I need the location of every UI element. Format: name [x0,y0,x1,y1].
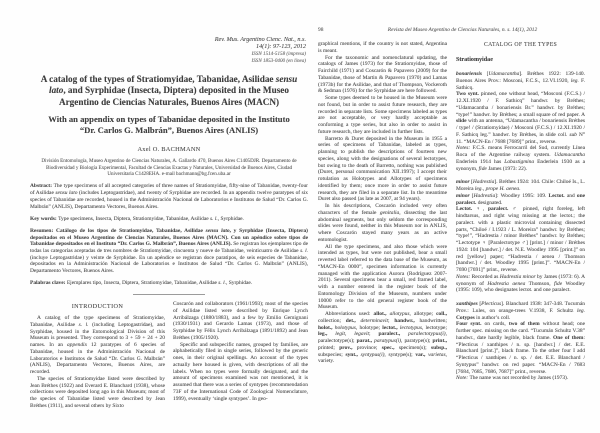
page-header [318,27,585,33]
catalog-heading: CATALOG OF THE TYPES [483,42,558,48]
entry-reference-line: minor [Hadrestia]: Woodley 1995: 109. Lectot. and one paralect. designated. [456,192,585,206]
abstract-paragraph: Abstract: The type specimens of all accepted categories of three names of Stratiomyidae, fifty-nine of Tabanidae, twenty-four of Asilidae sensu lato (includes Leptogastridae), and twenty of Syrphidae are recorded. In an appendix twelve paratypes of six species of Tabanidae are recorded, housed in the Administración Nacional de Laboratorios e Institutos de Salud “Dr. Carlos G. Malbrán” (ANLIS), Departamento Vectores, Buenos Aires. [30,183,308,210]
intro-column-left [30,301,165,410]
body-paragraph: All the type specimens, and also those which were intended as types, but were not published, bear a small reverted label referred to the data base of the Museum, as “MACN-En 0000”, specimen information is currently managed with the application Aurora (Rodríguez 2007-2011). Several specimens bear a small, red framed label, with a number entered in the register book of the Entomology Division of the Museum, numbers under 10000 refer to the old general register book of the Museum. [318,243,447,311]
entry-name-line: xanthipes [Plecticus]. Blanchard 1938: 347-348. Tucumán Prov.: Lules, on orange-trees V.1938, F. Schultz leg. Cotypes in author’s coll. [456,301,585,321]
body-paragraph: For the taxonomic and nomenclatural updating, the catalogs of James (1973) for the Stratiomyidae, those of Fairchild (1971) and Coscarón & Papavero (2009) for the Tabanidae, those of Martin & Papavero (1970) and Lamas (1973b) for the Asilidae, and that of Thompson, Vockeroth & Sedman (1976) for the Syrphidae are here followed. [318,54,447,95]
running-head: Revista del Museo Argentino de Ciencias Naturales, n. s. 14(1), 2012 [387,27,538,33]
keywords-paragraph: Key words: Type specimens, Insecta, Diptera, Stratiomyidae, Tabanidae, Asilidae s. l., Syrphidae. [30,215,244,222]
page-right [318,27,585,415]
intro-paragraph: Specific and subspecific names, grouped by families, are alphabetically filed in single series, followed by the generic ones, in their original spellings. An account of the types actually here housed is given, with descriptions of all the labels. When no types were formally designated, and the amount of specimens examined was not mentioned, it is assumed that there was a series of syntypes (recommendation 73F of the International Code of Zoological Nomenclature, 1999), eventually ‘single syntypes’. In geo- [173,341,308,402]
volume-pages-year: 14(1): 97-123, 2012 [255,43,306,51]
entry-specimen-line: Two synt. pinned, one without head, “Mosconi (F.C.S.) / 12.XI.1920 / F. Sathicq” handwr. by Bréthes; “Udamacantha / bonariensis Br.” handwr. by Bréthes; “type!” handwr. by Bréthes; a small square of red paper. A slide with an antenna, “Udamacantha / bonariensis Bréthes / type! / (Stratiomyidae) / Mosconi (F.C.S.) / 12.XI.1920 / F. Sathicq leg.” handwr. by Bréthes, in slide coll. sub N° 11. “MACN-En / 7688 [7689]” print., reverse. [456,91,585,145]
intro-column-right [173,301,308,410]
catalog-column [456,41,585,389]
intro-paragraph: The species of Stratiomyidae listed were described by Jean Bréthes (1922) and Everard E. Blanchard (1938), whose collections were deposited long ago in this Museum; most of the species of Tabanidae listed were described by Jean Bréthes (1911), and several others by Sixto [30,375,165,409]
page-left [30,36,308,412]
article-subtitle: With an appendix on types of Tabanidae deposited in the Instituto “Dr. Carlos G. Malbrán”, Buenos Aires (ANLIS) [48,114,290,136]
entry-notes-line: Notes: F.C.S. means Ferrocarril del Sud, currently Línea Roca of the Argentine railway system. Udamacantha Enderlein 1914 has Labastigmina Enderlein 1930 as a synonym, fide James (1973: 22). [456,145,585,172]
family-heading: Stratiomyidae [456,57,493,63]
entry-specimen-line: Four synt. on cards, two of them without head; one further spec. missing on the card. “Tucumán Schultz V.38” handwr., date hardly legible, black frame. One of them: “Plecticus / xanthipes / n. sp. [handwr.] / det. E.E. Blanchard [print.]”, black frame. To the other four I add “Plecticus / xanthipes / n. sp. / det. E.E. Blanchard / Syntypus” handwr. on red paper. “MACN-En / 7683 [7684, 7685, 7686, 7687]” print., reverse. [456,321,585,375]
resumen-paragraph: Resumen: Catálogo de los tipos de Stratiomyidae, Tabanidae, Asilidae sensu lato, y Syrphidae (Insecta, Diptera) depositados en el Museo Argentino de Ciencias Naturales, Buenos Aires (MACN). Con un apéndice sobre tipos de Tabanidae depositados en el Instituto “Dr. Carlos G. Malbrán”, Buenos Aires (ANLIS). Se registran los ejemplares tipo de todas las categorías aceptadas de tres nombres de Stratiomyidae, cincuenta y nueve de Tabanidae, veinticuatro de Asilidae s. l. (incluye Leptogastridae) y veinte de Syrphidae. En un apéndice se registran doce paratipos, de seis especies de Tabanidae, depositados en la Administración Nacional de Laboratorios e Institutos de Salud “Dr. Carlos G. Malbrán” (ANLIS), Departamento Vectores, Buenos Aires. [30,227,308,275]
body-two-column-block [318,41,585,389]
body-paragraph: graphical mentions, if the country is not stated, Argentina is meant. [318,41,447,54]
body-paragraph: Barretto & Duret deposited in the Museum in 1955 a series of specimens of Tabanidae, labeled as types, planning to publish the descriptions of fourteen new species, along with the designations of several lectotypes, but owing to the death of Barretto, nothing was published (Duret, personal communication XII.1997); I accept their rotulation as Holotypes and Allotypes of specimens identified by them; once more in order to assist future research, they are filed in a separate list. In the meantime Duret also passed (as late as 2007, at 94 years). [318,135,447,203]
page-number: 98 [318,27,324,33]
article-title: A catalog of the types of Stratiomyidae, Tabanidae, Asilidae sensu lato, and Syrphidae (Insecta, Diptera) deposited in the Museo Argentino de Ciencias Naturales, Buenos Aires (MACN) [40,73,298,107]
journal-reference [30,36,308,66]
entry-specimen-line: Lectot. ♀, paralect. ♂ pinned, right foreleg, left hindtarsus, and right wing missing at the lectot.; the paralect. with a plastic microvial containing dissected parts, “Chiloé / I.1923 / L. Moreira” handwr. by Bréthes; “type!”, “Hadrestia / minor Bréthes” handwr. by Bréthes; “Lectotype ♀ [Paralectotype ♂] [print.] / minor / Bréthes 1924: 104 [handwr.] / det. N.E. Woodley 1995 [print.]” on red [yellow] paper; “Hadrestia / aenea / Thomson [handwr.] / det. Woodley 1995 [print.]”. “MACN-En / 7690 [7691]” print., reverse. [456,206,585,273]
section-divider [133,294,205,295]
issn-print: ISSN 1514-5158 (impresa) [251,50,306,57]
entry-notes-line: Notes: Recorded as Hadrestia minor by James (1973: 6). A synonym of Hadrestia aenea Thomson, fide Woodley (1995: 109), who designates lectot. and one paralect. [456,273,585,294]
entry-name-line: minor [Hadrestia]. Bréthes 1924: 104. Chile: Chiloé Is., L. Moreira leg., prope H. aenea. [456,179,585,192]
entry-name-line: bonariensis [Udamacantha]. Bréthes 1922: 139-140. Buenos Aires Prov.: Mosconi, F.C.S., 12.VI.1920, leg. F. Sathicq. [456,71,585,91]
author-affiliation: División Entomología, Museo Argentino de Ciencias Naturales, A. Gallardo 470, Buenos Aires C1405DJR. Departamento de Biodiversidad y Biología Experimental, Facultad de Ciencias Exactas y Naturales, Universidad de Buenos Aires, Ciudad Universitaria C1428EHA. e-mail bachmann@bg.fcen.uba.ar [41,158,297,178]
catalog-entry-bonariensis [456,71,585,172]
issn-online: ISSN 1853-0400 (en línea) [251,58,306,65]
catalog-entry-xanthipes [456,301,585,382]
palabras-paragraph: Palabras clave: Ejemplares tipo, Insecta, Diptera, Stratiomyidae, Tabanidae, Asilidae s. l., Syrphidae. [30,280,253,287]
abbreviations-paragraph: Abbreviations used: allot., allotypus, allotype; coll., collection; det., determinavit; handwr., handwritten; holot., holotypus, holotype; lectot., lectotypus, lectotype; leg., legit, legavit; paralect., paralectotypus(i), paralectotype(s); parat., paratypus(i), paratype(s); print., printed; prov., province; spec., specimen(s); subsp., subspecies; synt., syntypus(i), syntype(s); var., varietas, variety. [318,311,448,365]
entry-notes-line: Note: The name was not recorded by James (1973). [456,375,569,382]
introduction-heading: INTRODUCTION [71,303,124,311]
journal-name: Rev. Mus. Argentino Cienc. Nat., n.s. [214,36,306,43]
body-column-left [318,41,447,389]
author-name: Axel O. BACHMANN [137,146,201,154]
catalog-entry-minor [456,179,585,294]
body-paragraph: In his descriptions, Coscarón included very often characters of the female genitalia, dissecting the last abdominal segments, but only seldom the corresponding slides were found, neither in this Museum nor in ANLIS, where Coscarón stayed many years as an active entomologist. [318,203,447,243]
intro-paragraph: A catalog of the type specimens of Stratiomyidae, Tabanidae, Asilidae s. l. (including Leptogastridae), and Syrphidae, housed in the Entomological Division of this Museum is presented. They correspond to 3 + 59 + 24 + 20 names. In an appendix 12 paratypes of 6 species of Tabanidae, housed in the Administración Nacional de Laboratorios e Institutos de Salud “Dr. Carlos G. Malbrán” (ANLIS), Departamento Vectores, Buenos Aires, are recorded. [30,315,165,376]
intro-two-column-block [30,301,308,410]
body-paragraph: Some types deemed to be housed in the Museum were not found, but in order to assist future research, they are recorded in separate lists. Some specimens labeled as types are not acceptable, or very hardly acceptable as conforming a type series, but also in order to assist in future research, they are included in further lists. [318,95,447,135]
intro-paragraph: Coscarón and collaborators (1961/1993); most of the species of Asilidae listed were described by Enrique Lynch Arribálzaga (1880/1883), and a few by Emilio Gemignani (1930/1931) and Gerardo Lamas (1973), and those of Syrphidae by Félix Lynch Arribálzaga (1891/1892) and Jean Bréthes (1905/1920). [173,301,308,341]
